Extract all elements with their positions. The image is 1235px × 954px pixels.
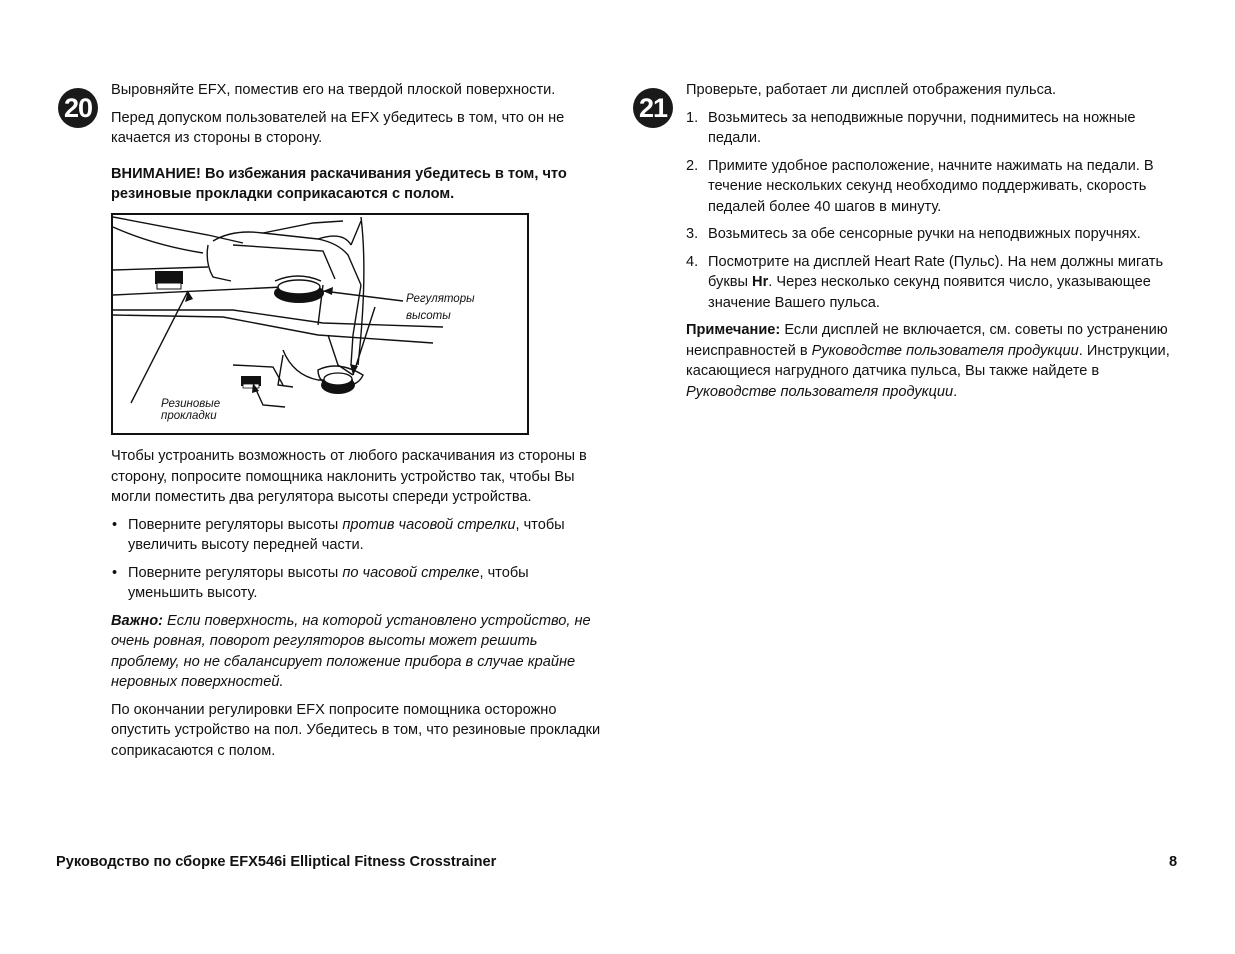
step-21-list (686, 108, 1178, 314)
list-item (686, 108, 1178, 149)
levelers-label-line-2: высоты (406, 310, 451, 322)
step-20-paragraph-1: Выровняйте EFX, поместив его на твердой плоской поверхности. (111, 82, 556, 98)
bullet-glyph: • (112, 516, 118, 533)
bullet-1-text-end: , чтобы увеличить высоту передней части. (128, 516, 565, 553)
step-20-badge: 20 (58, 88, 98, 128)
step-21-badge: 21 (633, 88, 673, 128)
footer-title: Руководство по сборке EFX546i Elliptical Fitness Crosstrainer (56, 854, 497, 870)
rubber-pads-label (161, 398, 220, 422)
note-text-3: . (953, 383, 958, 400)
levelers-label (406, 292, 475, 323)
note-text-1: Если дисплей не включается, см. советы по устранению неисправностей в (686, 322, 1168, 359)
important-label: Важно: (111, 612, 163, 629)
bullet-1-text: Поверните регуляторы высоты (128, 516, 343, 533)
step-20-paragraph-4: По окончании регулировки EFX попросите помощника осторожно опустить устройство на пол. Убедитесь в том, что резиновые прокладки соприкасаются с полом. (111, 701, 601, 759)
list-item (686, 252, 1178, 314)
list-number: 1. (686, 109, 699, 126)
important-text: Если поверхность, на которой установлено устройство, не очень ровная, поворот регуляторов высоты может решить проблему, но не сбалансирует положение прибора в случае крайне неровных поверхностей. (111, 612, 591, 690)
note-italic-1: Руководстве пользователя продукции (811, 342, 1079, 359)
step-20-paragraph-2: Перед допуском пользователей на EFX убедитесь в том, что он не качается из стороны в сторону. (111, 109, 565, 146)
leveler-bullet-list (111, 515, 603, 604)
step-21-intro: Проверьте, работает ли дисплей отображения пульса. (686, 82, 1057, 98)
leveling-figure (111, 213, 529, 435)
list-item (111, 515, 603, 556)
step-21-column (686, 80, 1178, 409)
note-text-2: . Инструкции, касающиеся нагрудного датчика пульса, Вы также найдете в (686, 342, 1170, 379)
list-item (686, 224, 1178, 245)
rubber-pads-label-line-1: Резиновые (161, 398, 221, 410)
list-item (686, 156, 1178, 218)
page-number: 8 (1169, 854, 1178, 870)
step-20-warning: ВНИМАНИЕ! Во избежания раскачивания убедитесь в том, что резиновые прокладки соприкасаются с полом. (111, 165, 567, 202)
step-20-column-lower (111, 446, 603, 768)
bullet-2-italic: по часовой стрелке (342, 564, 480, 581)
list-number: 2. (686, 157, 699, 174)
bullet-1-italic: против часовой стрелки (342, 516, 516, 533)
step-20-paragraph-3: Чтобы устроанить возможность от любого раскачивания из стороны в сторону, попросите помощника наклонить устройство так, чтобы Вы могли поместить два регулятора высоты спереди устройства. (111, 448, 587, 505)
list-item-text-line-2: педалей более 40 шагов в минуту. (708, 198, 942, 215)
hr-letters: Hr (752, 274, 769, 290)
bullet-2-text: Поверните регуляторы высоты (128, 564, 343, 581)
list-item-text-end: . Через несколько секунд появится число, указывающее значение Вашего пульса. (708, 274, 1151, 311)
note-italic-2: Руководстве пользователя продукции (686, 383, 954, 400)
list-number: 4. (686, 253, 699, 270)
levelers-label-line-1: Регуляторы (406, 293, 475, 305)
bullet-2-text-end: , чтобы уменьшить высоту. (128, 564, 529, 601)
step-20-column (111, 80, 603, 212)
important-note (111, 611, 603, 693)
list-number: 3. (686, 226, 699, 242)
list-item (111, 563, 603, 604)
note-label: Примечание: (686, 322, 781, 338)
list-item-text: Возьмитесь за обе сенсорные ручки на неподвижных поручнях. (708, 226, 1141, 242)
list-item-text: Примите удобное расположение, начните нажимать на педали. В течение нескольких секунд необходимо поддерживать, скорость (708, 157, 1154, 194)
list-item-text: Посмотрите на дисплей Heart Rate (Пульс). На нем должны мигать буквы (708, 253, 1164, 290)
step-21-note (686, 320, 1178, 402)
bullet-glyph: • (112, 564, 118, 581)
rubber-pads-label-line-2: прокладки (161, 410, 217, 422)
list-item-text: Возьмитесь за неподвижные поручни, поднимитесь на ножные педали. (708, 109, 1136, 146)
